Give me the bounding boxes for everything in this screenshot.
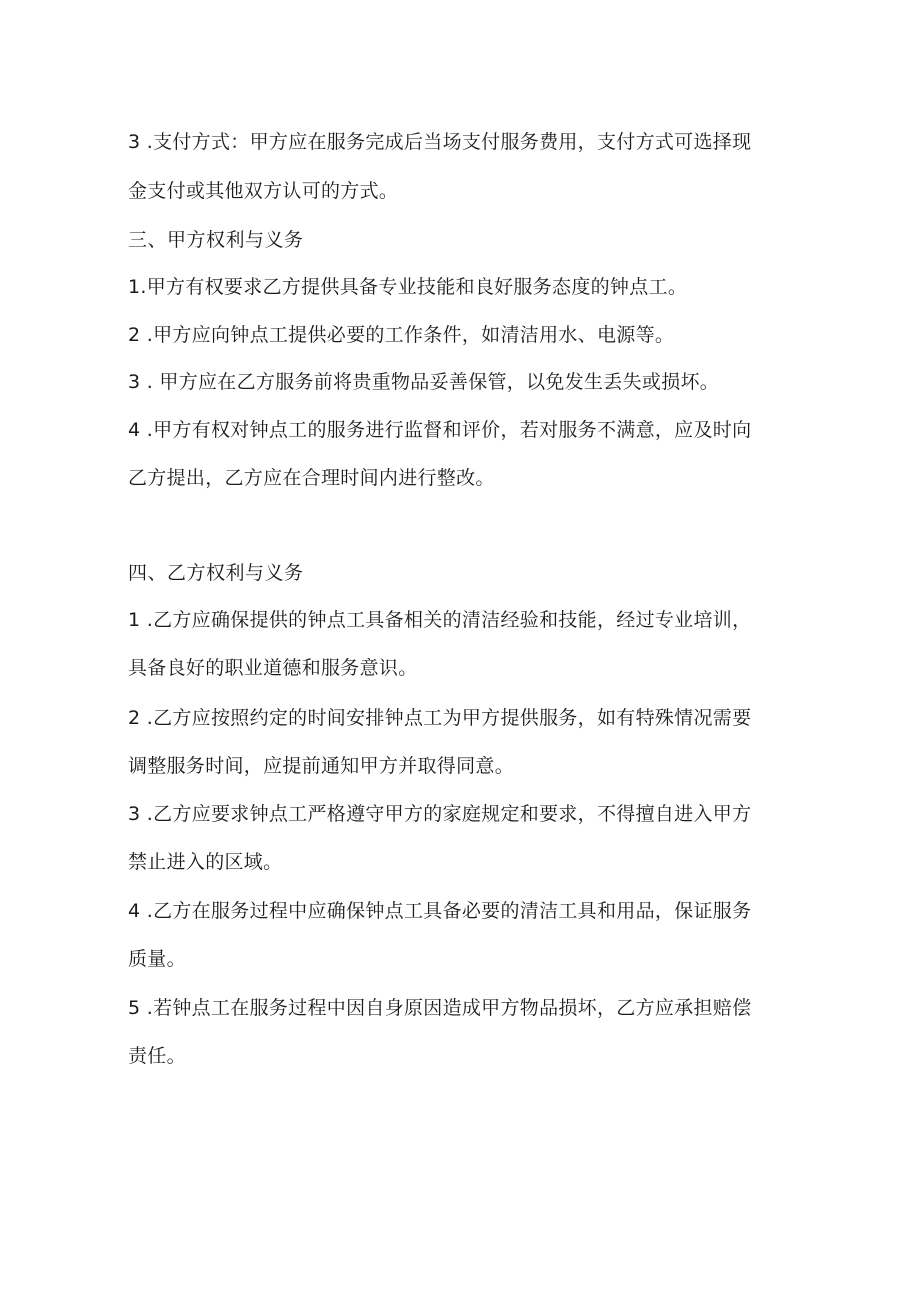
section-3-heading: 三、甲方权利与义务: [128, 229, 304, 251]
section-4-item-4-line-2: 质量。: [128, 948, 186, 970]
section-4-item-3-line-1: 3 .乙方应要求钟点工严格遵守甲方的家庭规定和要求，不得擅自进入甲方: [128, 803, 752, 825]
section-4-item-3-line-2: 禁止进入的区域。: [128, 851, 283, 873]
payment-method-line-2: 金支付或其他双方认可的方式。: [128, 180, 399, 202]
section-4-item-5-line-1: 5 .若钟点工在服务过程中因自身原因造成甲方物品损坏，乙方应承担赔偿: [128, 997, 752, 1019]
payment-method-line-1: 3 .支付方式：甲方应在服务完成后当场支付服务费用，支付方式可选择现: [128, 131, 752, 153]
section-4-item-1-line-2: 具备良好的职业道德和服务意识。: [128, 657, 418, 679]
section-3-item-4-line-2: 乙方提出，乙方应在合理时间内进行整改。: [128, 467, 495, 489]
section-4-item-5-line-2: 责任。: [128, 1045, 186, 1067]
section-4-item-2-line-1: 2 .乙方应按照约定的时间安排钟点工为甲方提供服务，如有特殊情况需要: [128, 707, 752, 729]
section-4-item-4-line-1: 4 .乙方在服务过程中应确保钟点工具备必要的清洁工具和用品，保证服务: [128, 900, 752, 922]
section-4-item-1-line-1: 1 .乙方应确保提供的钟点工具备相关的清洁经验和技能，经过专业培训，: [128, 609, 752, 631]
section-3-item-3: 3 . 甲方应在乙方服务前将贵重物品妥善保管，以免发生丢失或损坏。: [128, 371, 720, 393]
section-4-item-2-line-2: 调整服务时间，应提前通知甲方并取得同意。: [128, 755, 515, 777]
section-3-item-1: 1.甲方有权要求乙方提供具备专业技能和良好服务态度的钟点工。: [128, 276, 688, 298]
section-3-item-4-line-1: 4 .甲方有权对钟点工的服务进行监督和评价，若对服务不满意，应及时向: [128, 419, 752, 441]
section-3-item-2: 2 .甲方应向钟点工提供必要的工作条件，如清洁用水、电源等。: [128, 324, 675, 346]
section-4-heading: 四、乙方权利与义务: [128, 562, 304, 584]
